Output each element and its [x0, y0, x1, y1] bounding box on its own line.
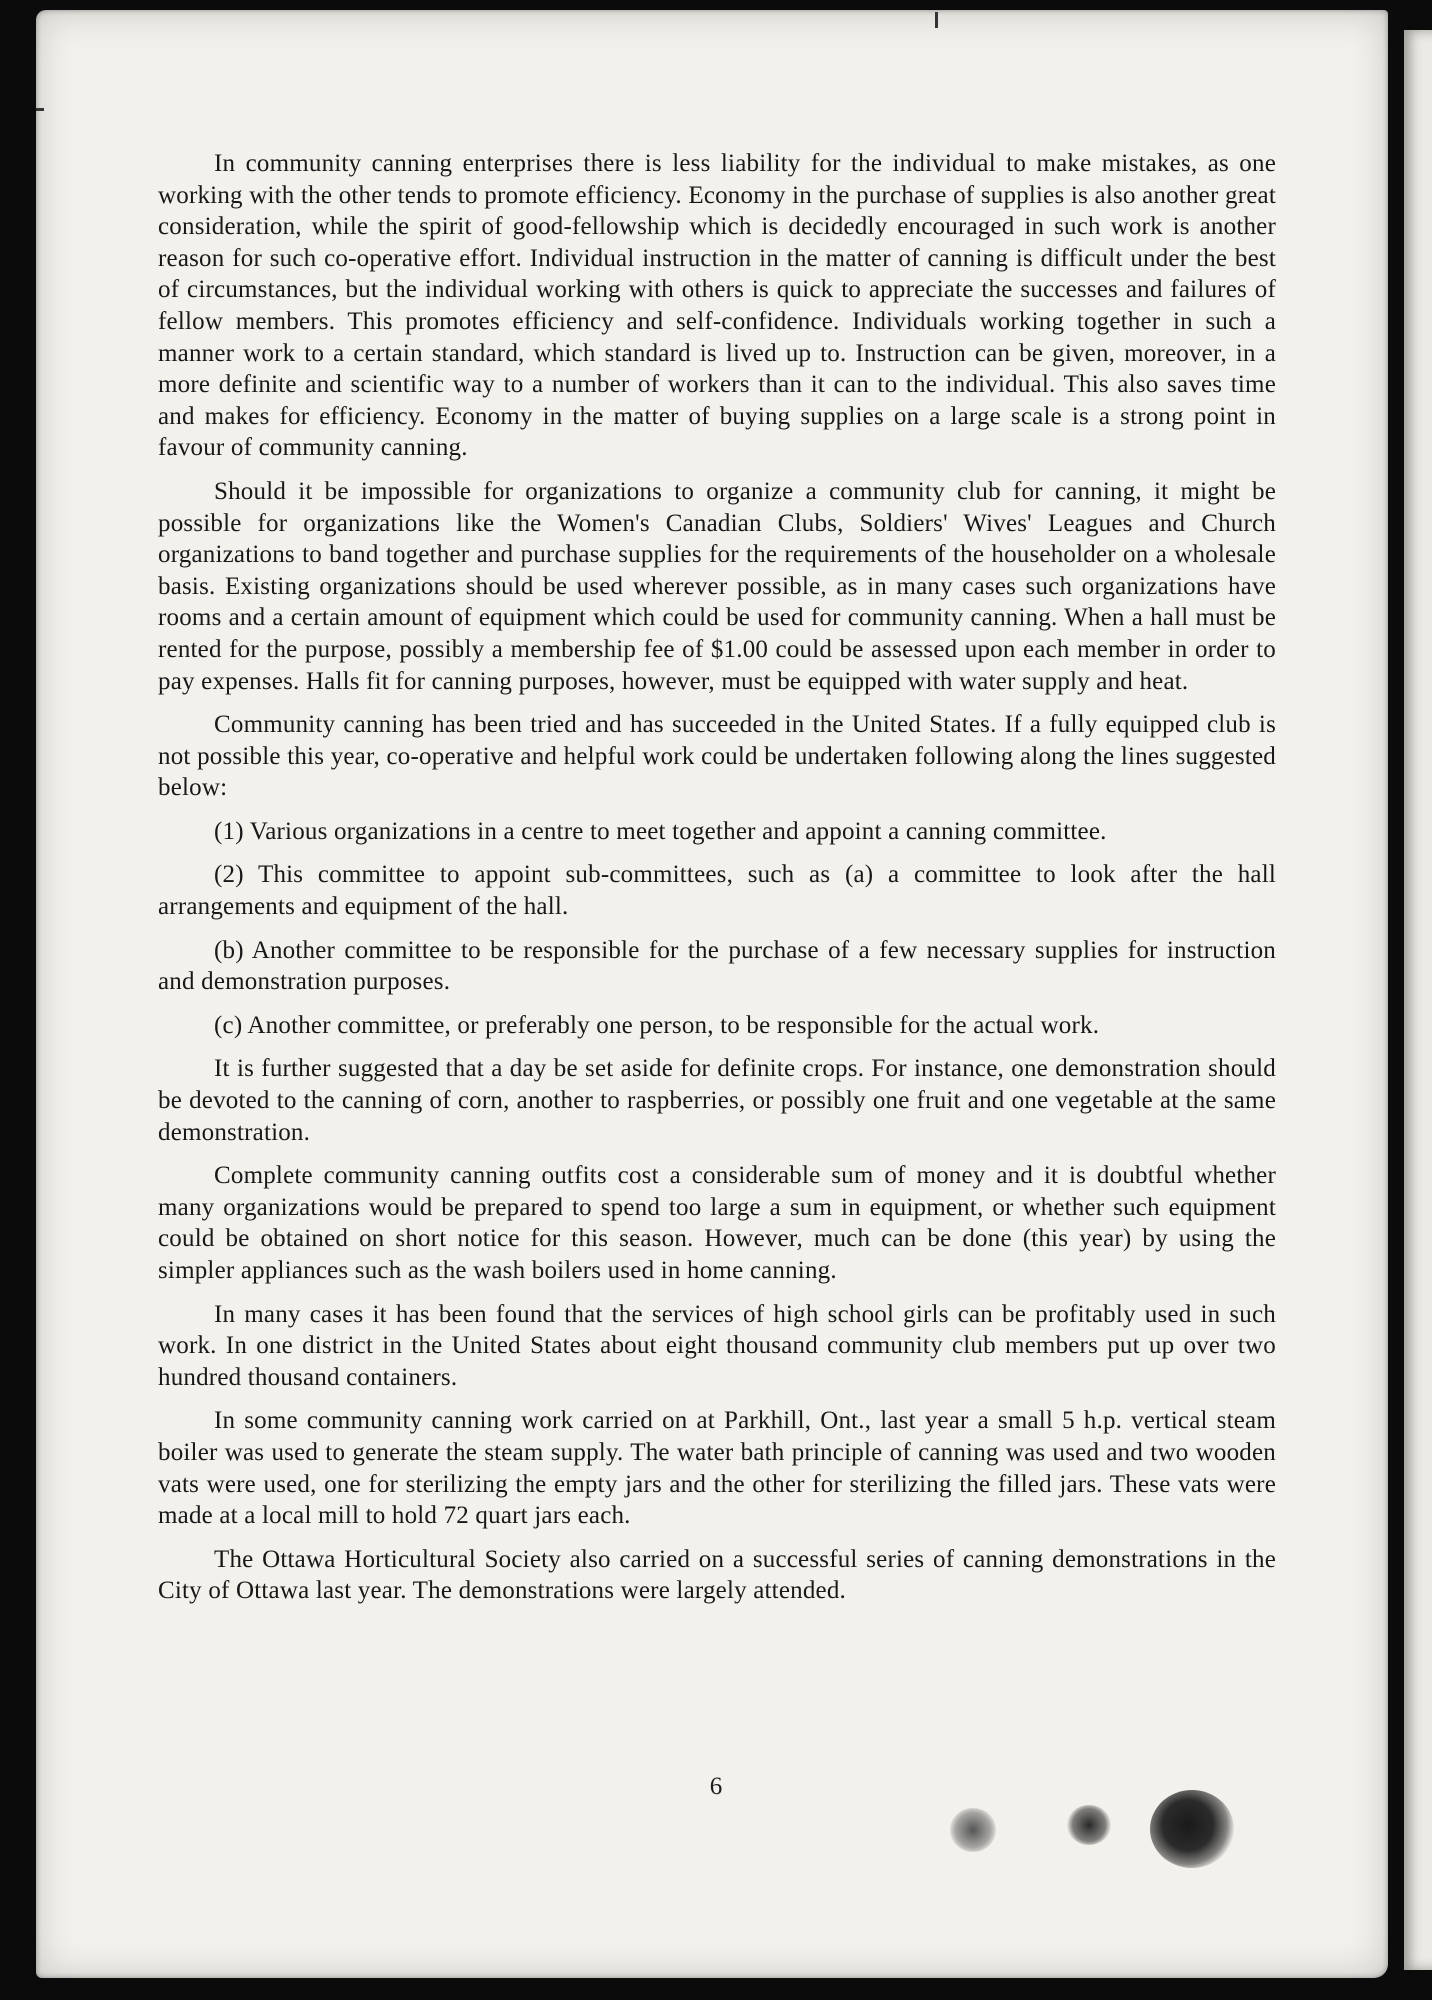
paragraph-united-states-success: Community canning has been tried and has succeeded in the United States. If a fully equipped club is not possible this year, co-operative and helpful work could be undertaken following along the lines suggested below:	[158, 711, 1276, 802]
paragraph-step-b: (b) Another committee to be responsible for the purchase of a few necessary supplies for instruction and demonstration purposes.	[158, 936, 1276, 996]
paragraph-parkhill: In some community canning work carried on at Parkhill, Ont., last year a small 5 h.p. vertical steam boiler was used to generate the steam supply. The water bath principle of canning was used and two wooden vats were used, one for sterilizing the empty jars and the other for sterilizing the filled jars. These vats were made at a local mill to hold 72 quart jars each.	[158, 1407, 1276, 1530]
ink-stain	[1067, 1805, 1111, 1845]
paragraph-step-2: (2) This committee to appoint sub-committees, such as (a) a committee to look after the hall arrangements and equipment of the hall.	[158, 861, 1276, 921]
scan-speck	[36, 108, 44, 111]
paragraph-canning-outfits: Complete community canning outfits cost a considerable sum of money and it is doubtful whether many organizations would be prepared to spend too large a sum in equipment, or whether such equipment could be obtained on short notice for this season. However, much can be done (this year) by using the simpler appliances such as the wash boilers used in home canning.	[158, 1162, 1276, 1284]
paragraph-organizations-band-together: Should it be impossible for organizations to organize a community club for canning, it might be possible for organizations like the Women's Canadian Clubs, Soldiers' Wives' Leagues and Church organizations to band together and purchase supplies for the requirements of the householder on a wholesale basis. Existing organizations should be used wherever possible, as in many cases such organizations have rooms and a certain amount of equipment which could be used for community canning. When a hall must be rented for the purpose, possibly a membership fee of $1.00 could be assessed upon each member in order to pay expenses. Halls fit for canning purposes, however, must be equipped with water supply and heat.	[158, 477, 1276, 695]
paragraph-step-c: (c) Another committee, or preferably one person, to be responsible for the actual work.	[214, 1011, 1100, 1039]
paragraph-community-canning-benefits: In community canning enterprises there is less liability for the individual to make mistakes, as one working with the other tends to promote efficiency. Economy in the purchase of supplies is also another great consideration, while the spirit of good-fellowship which is decidedly encouraged in such work is another reason for such co-operative effort. Individual instruction in the matter of canning is difficult under the best of circumstances, but the individual working with others is quick to appreciate the successes and failures of fellow members. This promotes efficiency and self-confidence. Individuals working together in such a manner work to a certain standard, which standard is lived up to. Instruction can be given, moreover, in a more definite and scientific way to a number of workers than it can to the individual. This also saves time and makes for efficiency. Economy in the matter of buying supplies on a large scale is a strong point in favour of community canning.	[158, 150, 1276, 462]
paragraph-definite-crops: It is further suggested that a day be set aside for definite crops. For instance, one demonstration should be devoted to the canning of corn, another to raspberries, or possibly one fruit and one vegetable at the same demonstration.	[158, 1055, 1276, 1146]
page-number: 6	[709, 1773, 723, 1800]
paragraph-step-1: (1) Various organizations in a centre to meet together and appoint a canning committee.	[214, 817, 1107, 845]
body-text	[158, 148, 1276, 1619]
paragraph-high-school-girls: In many cases it has been found that the services of high school girls can be profitably used in such work. In one district in the United States about eight thousand community club members put up over two hundred thousand containers.	[158, 1300, 1276, 1391]
paragraph-ottawa-society: The Ottawa Horticultural Society also carried on a successful series of canning demonstrations in the City of Ottawa last year. The demonstrations were largely attended.	[158, 1545, 1276, 1605]
adjacent-page-edge	[1404, 30, 1432, 1970]
ink-stain	[950, 1808, 996, 1852]
ink-stain	[1150, 1790, 1234, 1868]
scan-speck	[935, 12, 938, 28]
